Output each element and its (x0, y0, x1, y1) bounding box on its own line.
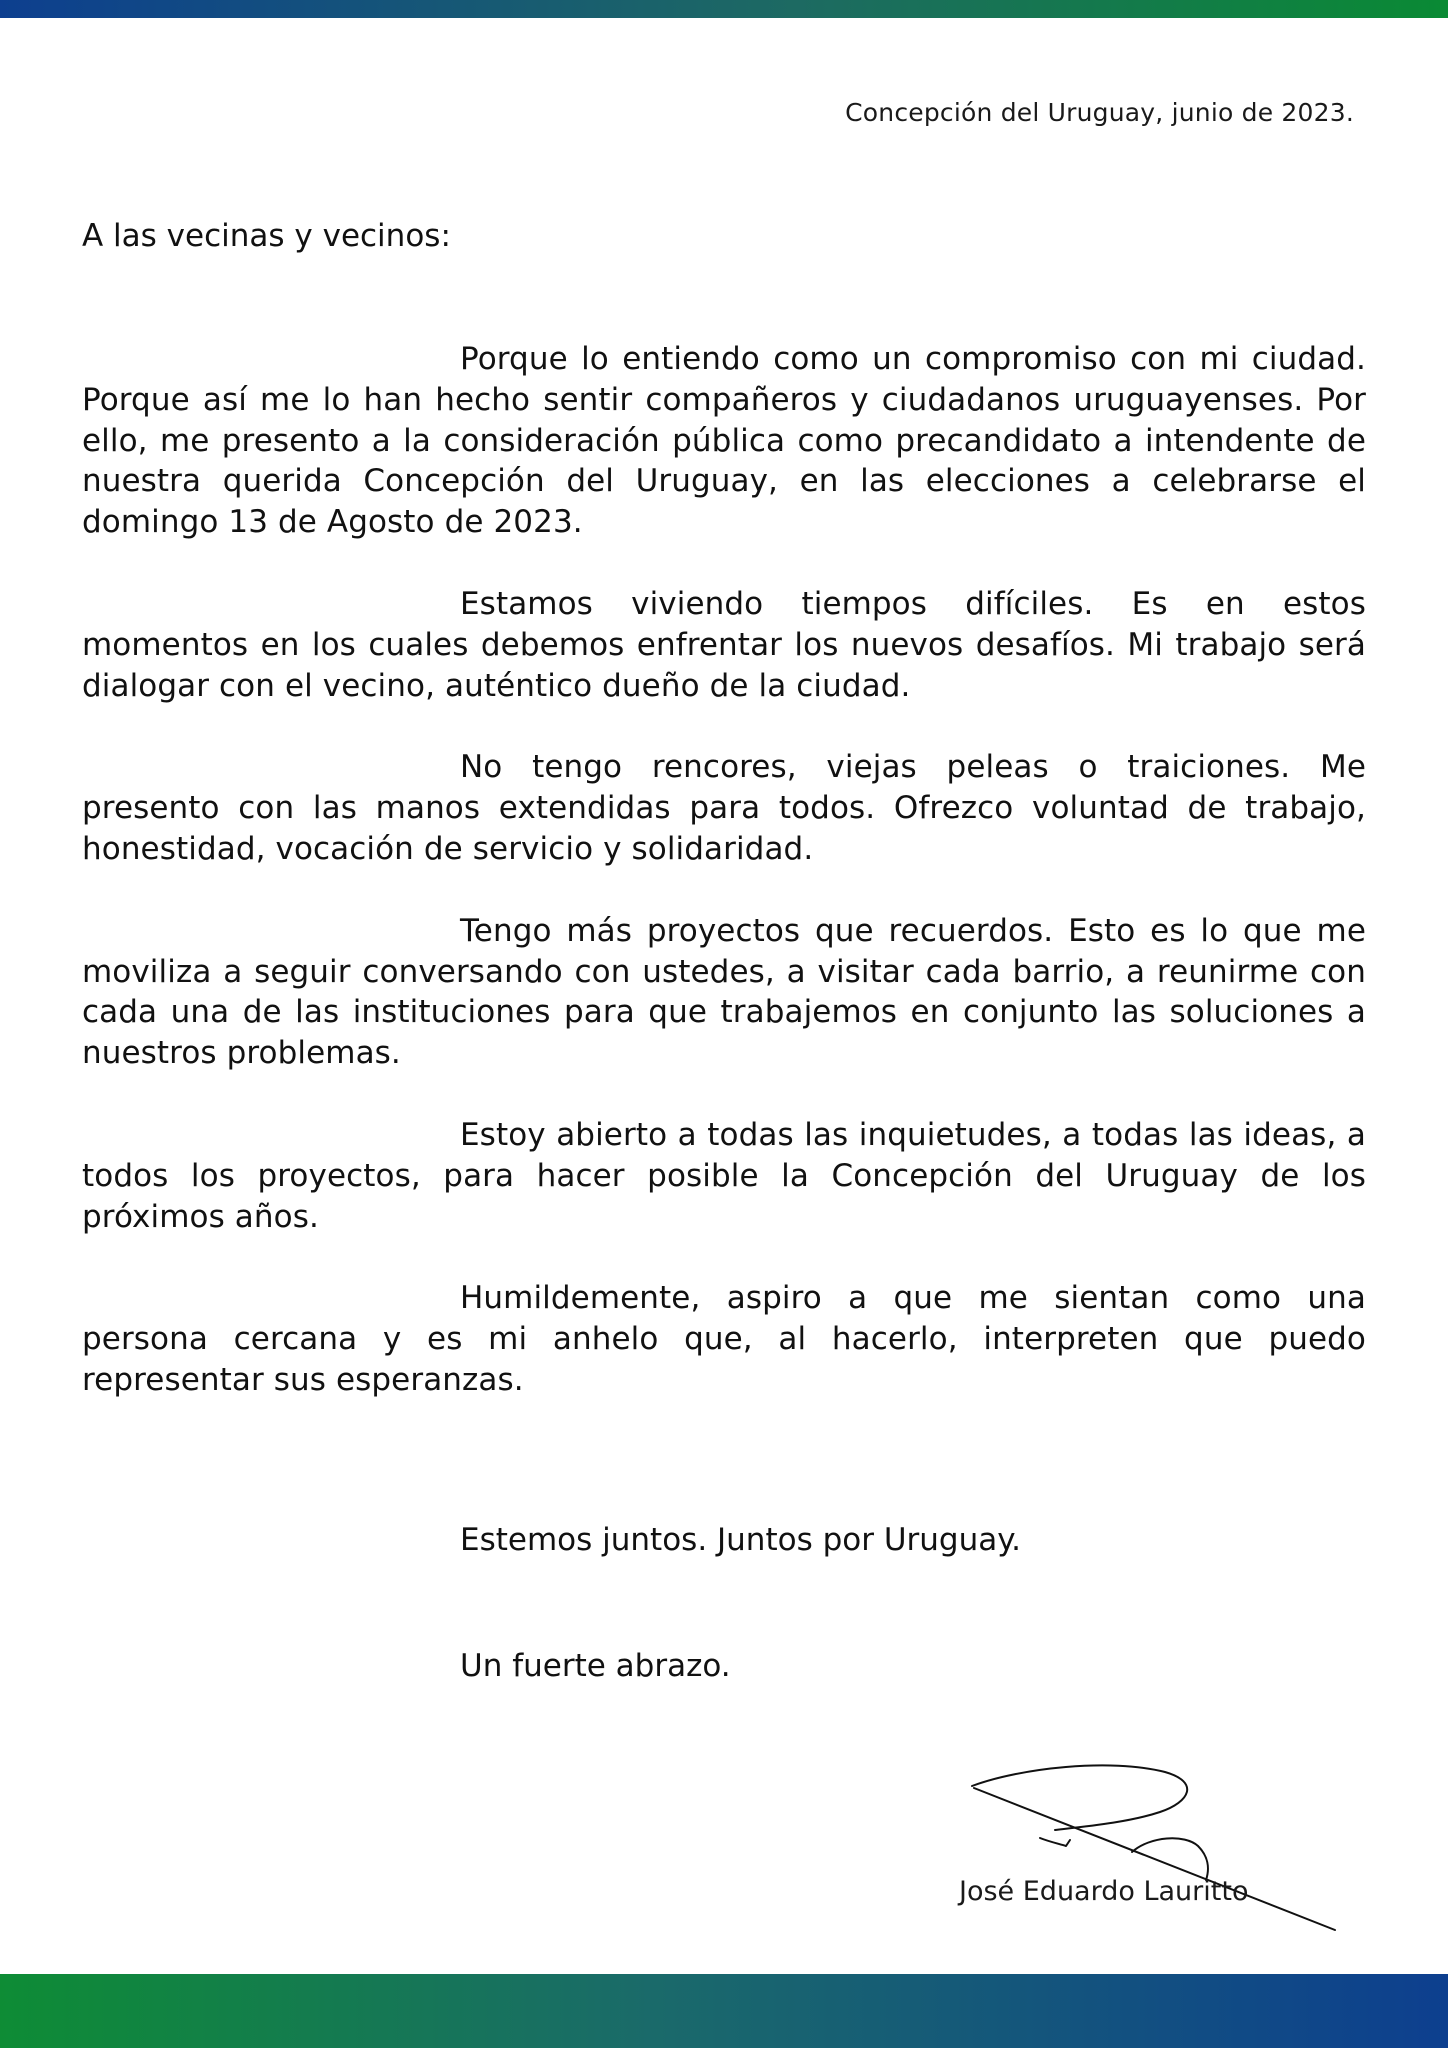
paragraph: Estoy abierto a todas las inquietudes, a todas las ideas, a todos los proyectos, para hacer posible la Concepción del Uruguay de los próximos años. (82, 1116, 1366, 1235)
paragraph: Porque lo entiendo como un compromiso con mi ciudad. Porque así me lo han hecho sentir compañeros y ciudadanos uruguayenses. Por ello, me presento a la consideración pública como precandidato a intendente de nuestra querida Concepción del Uruguay, en las elecciones a celebrarse el domingo 13 de Agosto de 2023. (82, 341, 1366, 541)
handwritten-signature (960, 1760, 1350, 1940)
signer-name: José Eduardo Lauritto (959, 1876, 1249, 1907)
paragraph: No tengo rencores, viejas peleas o traiciones. Me presento con las manos extendidas para todos. Ofrezco voluntad de trabajo, honestidad, vocación de servicio y solidaridad. (82, 749, 1366, 867)
paragraph: Humildemente, aspiro a que me sientan como una persona cercana y es mi anhelo que, al hacerlo, interpreten que puedo representar sus esperanzas. (82, 1280, 1366, 1398)
letter-greeting: A las vecinas y vecinos: (82, 218, 451, 254)
letter-date: Concepción del Uruguay, junio de 2023. (845, 98, 1354, 127)
paragraph: Estamos viviendo tiempos difíciles. Es en estos momentos en los cuales debemos enfrentar los nuevos desafíos. Mi trabajo será dialogar con el vecino, auténtico dueño de la ciudad. (82, 585, 1366, 704)
paragraph: Tengo más proyectos que recuerdos. Esto es lo que me moviliza a seguir conversando con ustedes, a visitar cada barrio, a reunirme con cada una de las instituciones para que trabajemos en conjunto las soluciones a nuestros problemas. (82, 912, 1366, 1072)
top-gradient-bar (0, 0, 1448, 18)
letter-body (82, 339, 1366, 1442)
bottom-gradient-bar (0, 1974, 1448, 2048)
closing-line-1: Estemos juntos. Juntos por Uruguay. (460, 1522, 1022, 1558)
closing-line-2: Un fuerte abrazo. (460, 1648, 731, 1684)
